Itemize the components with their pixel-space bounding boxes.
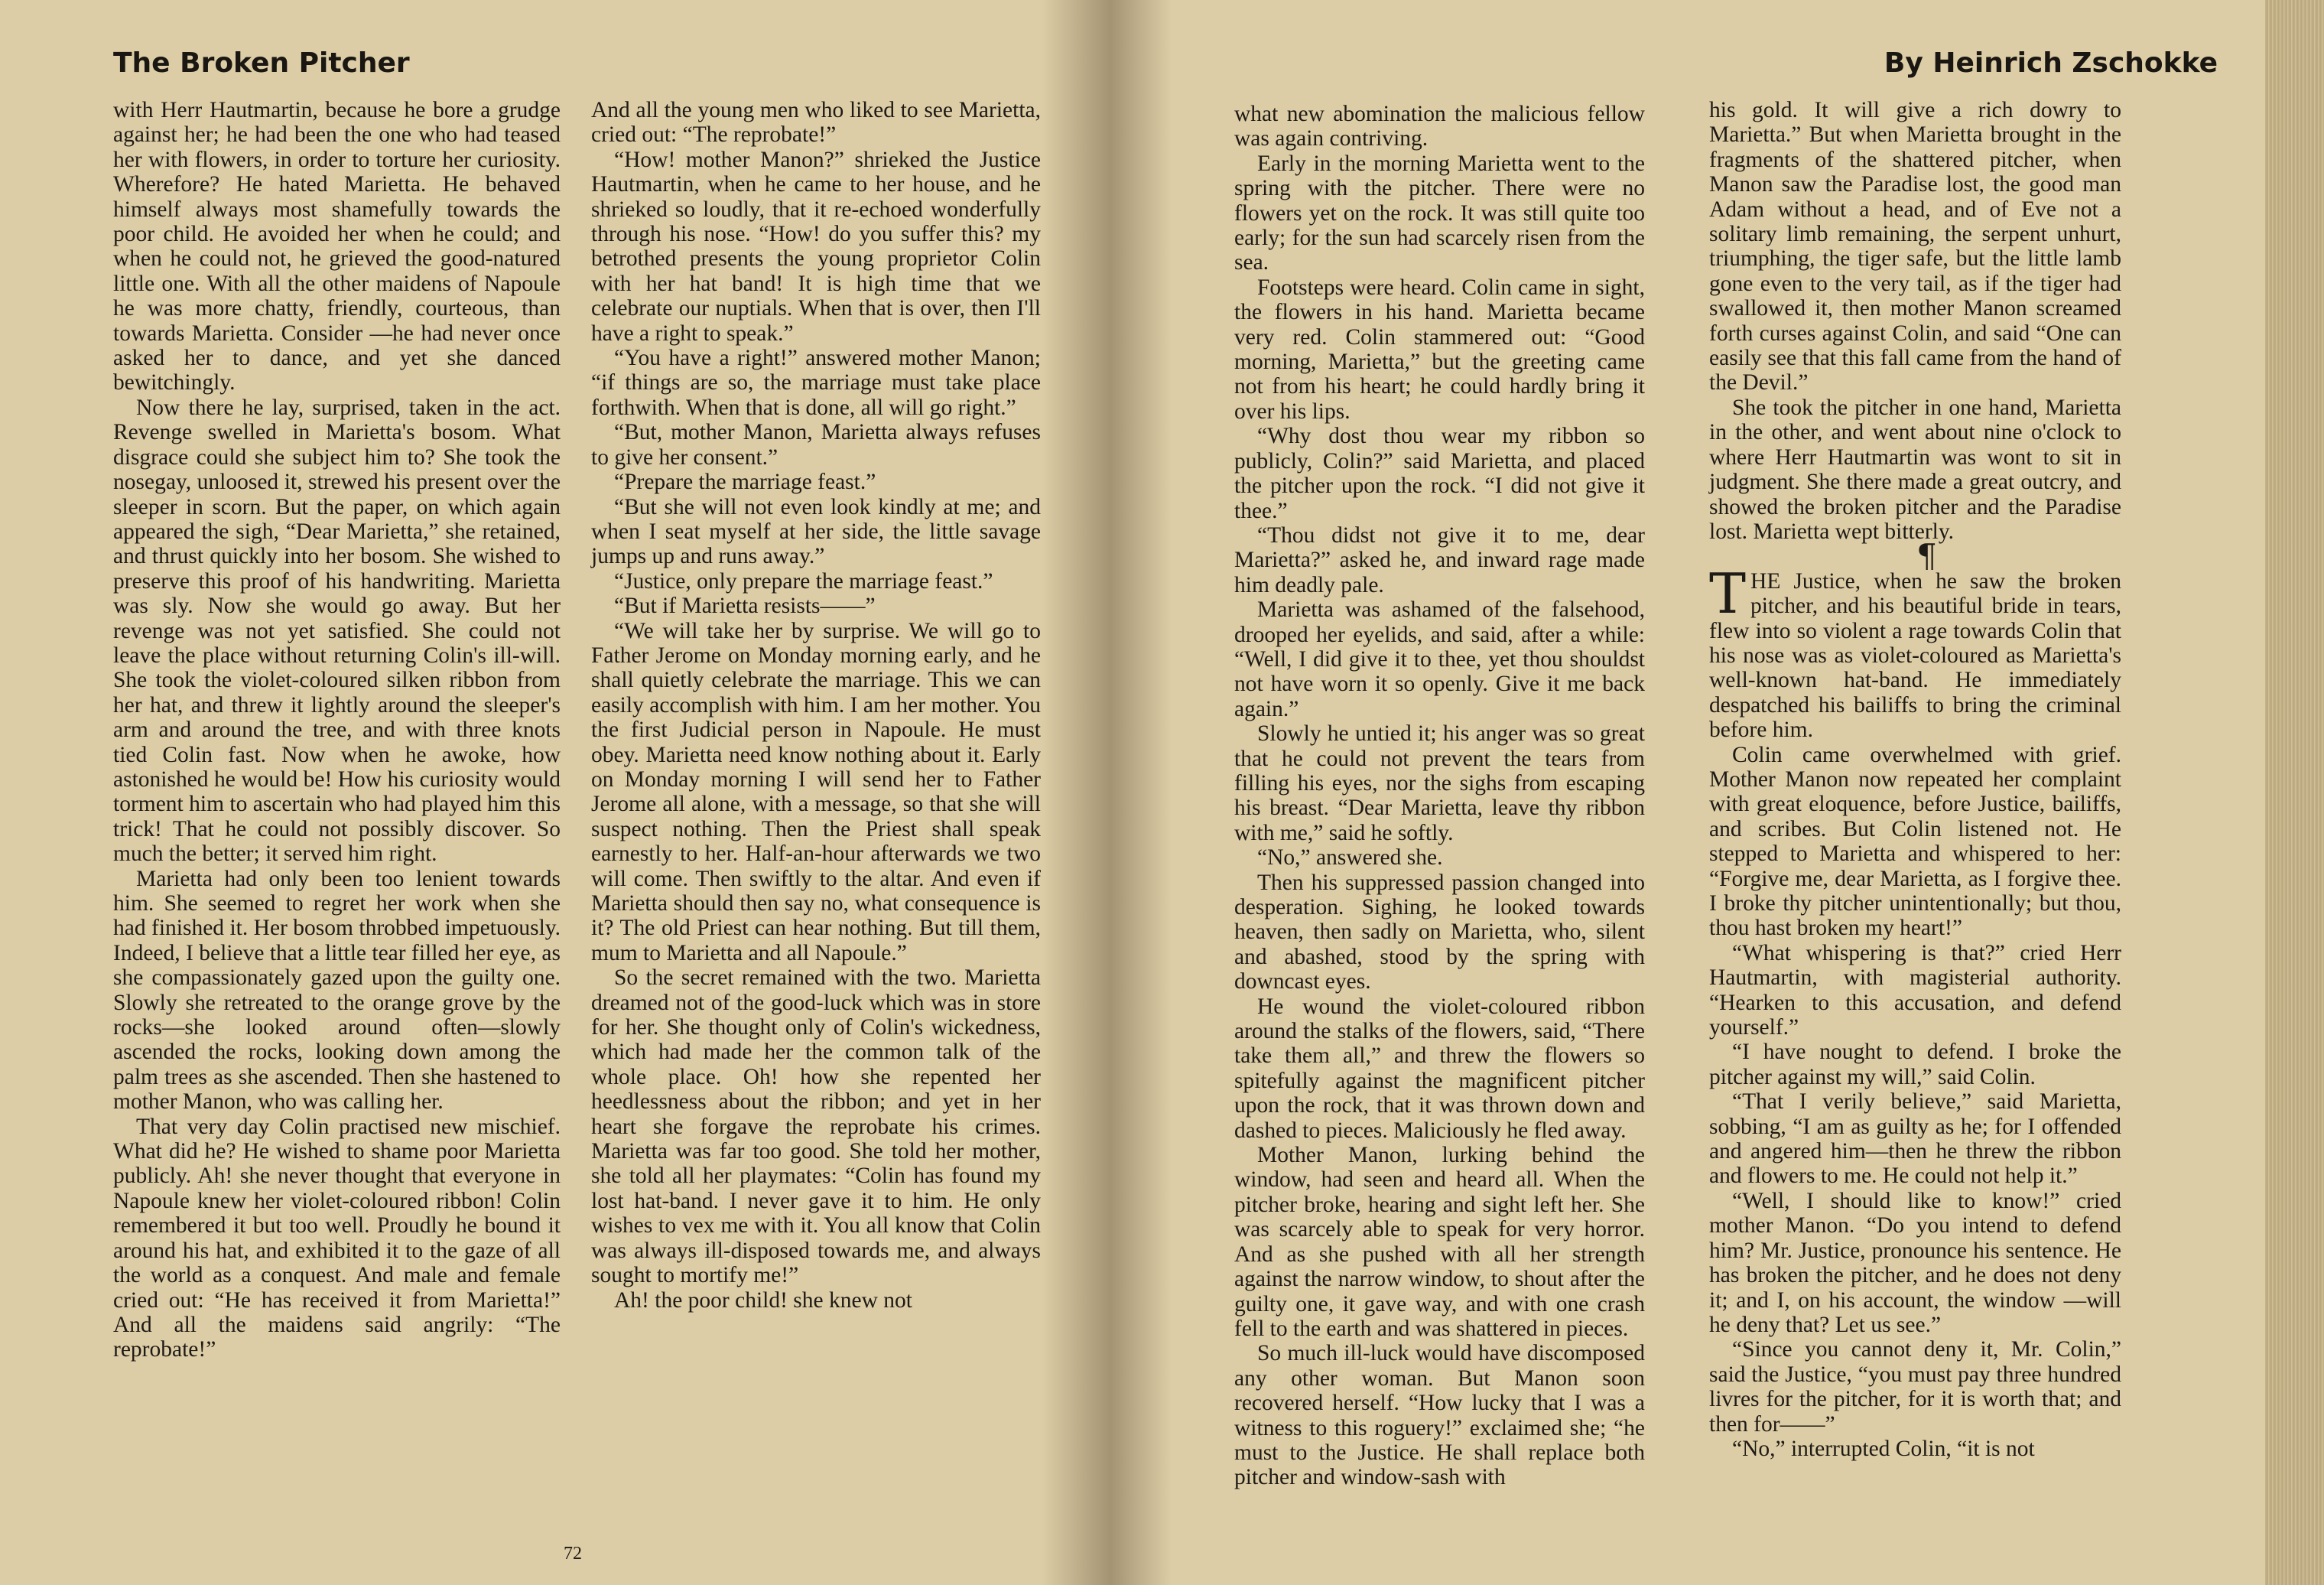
paragraph: Now there he lay, surprised, taken in the act. Revenge swelled in Marietta's bosom. What disgrace could she subject him to? She took the nosegay, unloosed it, strewed his present over the sleeper in scorn. But the paper, on which again appeared the sigh, “Dear Marietta,” she retained, and thrust quickly into her bosom. She wished to preserve this proof of his handwriting. Marietta was sly. Now she would go away. But her revenge was not yet satisfied. She could not leave the place without returning Colin's ill-will. She took the violet-coloured silken ribbon from her hat, and threw it lightly around the sleeper's arm and around the tree, and with three knots tied Colin fast. Now when he awoke, how astonished he would be! How his curiosity would torment him to ascertain who had played him this trick! That he could not possibly discover. So much the better; it served him right. — [113, 395, 561, 867]
left-page — [0, 0, 1110, 1585]
pilcrow-ornament: ¶ — [1916, 537, 1937, 575]
paragraph: “How! mother Manon?” shrieked the Justice Hautmartin, when he came to her house, and he shrieked so loudly, that it re-echoed wonderfully through his nose. “How! do you suffer this? my betrothed presents the young proprietor Colin with her hat band! It is high time that we celebrate our nuptials. When that is over, then I'll have a right to speak.” — [591, 147, 1041, 346]
paragraph: So the secret remained with the two. Marietta dreamed not of the good-luck which was in store for her. She thought only of Colin's wickedness, which had made her the common talk of the whole place. Oh! how she repented her heedlessness about the ribbon; and yet in her heart she forgave the reprobate his crimes. Marietta was far too good. She told her mother, she told all her playmates: “Colin has found my lost hat-band. I never gave it to him. He only wishes to vex me with it. You all know that Colin was always ill-disposed towards me, and always sought to mortify me!” — [591, 965, 1041, 1288]
paragraph: “Prepare the marriage feast.” — [614, 470, 876, 495]
running-title-left: The Broken Pitcher — [113, 47, 410, 79]
paragraph: “But if Marietta resists——” — [614, 594, 876, 619]
paragraph: He wound the violet-coloured ribbon around the stalks of the flowers, said, “There take them all,” and threw the flowers so spitefully against the magnificent pitcher upon the rock, that it was thrown down and dashed to pieces. Maliciously he fled away. — [1234, 994, 1645, 1143]
paragraph: “That I verily believe,” said Marietta, sobbing, “I am as guilty as he; for I offended and angered him—then he threw the ribbon and flowers to me. He could not help it.” — [1709, 1089, 2121, 1189]
paragraph: She took the pitcher in one hand, Marietta in the other, and went about nine o'clock to where Herr Hautmartin was wont to sit in judgment. She there made a great outcry, and showed the broken pitcher and the Paradise lost. Marietta wept bitterly. — [1709, 395, 2121, 544]
paragraph: “Well, I should like to know!” cried mother Manon. “Do you intend to defend him? Mr. Justice, pronounce his sentence. He has broken the pitcher, and he does not deny it; and I, on his account, the window —will he deny that? Let us see.” — [1709, 1188, 2121, 1337]
paragraph: Ah! the poor child! she knew not — [614, 1287, 912, 1313]
paragraph: Then his suppressed passion changed into desperation. Sighing, he looked towards heaven, then sadly on Marietta, who, silent and abashed, stood by the spring with downcast eyes. — [1234, 870, 1645, 994]
page-edges — [2265, 0, 2324, 1585]
page-number: 72 — [564, 1544, 582, 1564]
paragraph: with Herr Hautmartin, because he bore a grudge against her; he had been the one who had teased her with flowers, in order to torture her curiosity. Wherefore? He hated Marietta. He behaved himself always most shamefully towards the poor child. He avoided her when he could; and when he could not, he grieved the good-natured little one. With all the other maidens of Napoule he was more chatty, friendly, courteous, than towards Marietta. Consider —he had never once asked her to dance, and yet she danced bewitchingly. — [113, 98, 561, 395]
drop-cap: T — [1709, 561, 1747, 626]
paragraph: “Since you cannot deny it, Mr. Colin,” said the Justice, “you must pay three hundred livres for the pitcher, for it is worth that; and then for——” — [1709, 1337, 2121, 1437]
paragraph: “I have nought to defend. I broke the pitcher against my will,” said Colin. — [1709, 1040, 2121, 1089]
paragraph: “No,” answered she. — [1257, 845, 1443, 871]
paragraph: Footsteps were heard. Colin came in sight, the flowers in his hand. Marietta became very red. Colin stammered out: “Good morning, Marietta,” but the greeting came not from his heart; he could hardly bring it over his lips. — [1234, 275, 1645, 424]
right-page — [1110, 0, 2265, 1585]
paragraph: So much ill-luck would have discomposed any other woman. But Manon soon recovered herself. “How lucky that I was a witness to this roguery!” exclaimed she; “he must to the Justice. He shall replace both pitcher and window-sash with — [1234, 1341, 1645, 1490]
paragraph: “But, mother Manon, Marietta always refuses to give her consent.” — [591, 420, 1041, 470]
running-title-right: By Heinrich Zschokke — [1884, 47, 2218, 79]
paragraph: That very day Colin practised new mischief. What did he? He wished to shame poor Marietta publicly. Ah! she never thought that everyone in Napoule knew her violet-coloured ribbon! Colin remembered it but too well. Proudly he bound it around his hat, and exhibited it to the gaze of all the world as a conquest. And male and female cried out: “He has received it from Marietta!” And all the maidens said angrily: “The reprobate!” — [113, 1114, 561, 1362]
paragraph: “Justice, only prepare the marriage feast.” — [614, 568, 993, 594]
paragraph: Marietta had only been too lenient towards him. She seemed to regret her work when she had finished it. Her bosom throbbed impetuously. Indeed, I believe that a little tear filled her eye, as she compassionately gazed upon the guilty one. Slowly she retreated to the orange grove by the rocks—she looked around often—slowly ascended the rocks, looking down among the palm trees as she ascended. Then she hastened to mother Manon, who was calling her. — [113, 866, 561, 1115]
paragraph: Marietta was ashamed of the falsehood, drooped her eyelids, and said, after a while: “Well, I did give it to thee, yet thou shouldst not have worn it so openly. Give it me back again.” — [1234, 597, 1645, 721]
paragraph: “But she will not even look kindly at me; and when I seat myself at her side, the little savage jumps up and runs away.” — [591, 494, 1041, 569]
paragraph: “Why dost thou wear my ribbon so publicly, Colin?” said Marietta, and placed the pitcher upon the rock. “I did not give it thee.” — [1234, 424, 1645, 523]
column-1 — [113, 98, 561, 1362]
paragraph: his gold. It will give a rich dowry to Marietta.” But when Marietta brought in the fragments of the shattered pitcher, when Manon saw the Paradise lost, the good man Adam without a head, and of Eve not a solitary limb remaining, the serpent unhurt, triumphing, the tiger safe, but the little lamb gone even to the very tail, as if the tiger had swallowed it, then mother Manon screamed forth curses against Colin, and said “One can easily see that this fall came from the hand of the Devil.” — [1709, 98, 2121, 395]
paragraph: Early in the morning Marietta went to the spring with the pitcher. There were no flowers yet on the rock. It was still quite too early; for the sun had scarcely risen from the sea. — [1234, 151, 1645, 275]
column-4 — [1709, 98, 2121, 1461]
paragraph-text: HE Justice, when he saw the broken pitcher, and his beautiful bride in tears, flew into so violent a rage towards Colin that his nose was as violet-coloured as Marietta's well-known hat-band. He immediately despatched his bailiffs to bring the criminal before him. — [1709, 568, 2121, 743]
column-2 — [591, 98, 1041, 1313]
paragraph: “What whispering is that?” cried Herr Hautmartin, with magisterial authority. “Hearken to this accusation, and defend yourself.” — [1709, 940, 2121, 1040]
paragraph: “We will take her by surprise. We will go to Father Jerome on Monday morning early, and he shall quietly celebrate the marriage. This we can easily accomplish with him. I am her mother. You the first Judicial person in Napoule. He must obey. Marietta need know nothing about it. Early on Monday morning I will send her to Father Jerome all alone, with a message, so that she will suspect nothing. Then the Priest shall speak earnestly to her. Half-an-hour afterwards we two will come. Then swiftly to the altar. And even if Marietta should then say no, what consequence is it? The old Priest can hear nothing. But till them, mum to Marietta and all Napoule.” — [591, 618, 1041, 965]
paragraph: “No,” interrupted Colin, “it is not — [1732, 1436, 2035, 1461]
paragraph: “Thou didst not give it to me, dear Marietta?” asked he, and inward rage made him deadly pale. — [1234, 522, 1645, 597]
column-3 — [1234, 102, 1645, 1490]
paragraph — [1709, 561, 2121, 743]
paragraph: “You have a right!” answered mother Manon; “if things are so, the marriage must take place forthwith. When that is done, all will go right.” — [591, 346, 1041, 420]
paragraph: Mother Manon, lurking behind the window, had seen and heard all. When the pitcher broke, hearing and sight left her. She was scarcely able to speak for very horror. And as she pushed with all her strength against the narrow window, to shout after the guilty one, it gave way, and with one crash fell to the earth and was shattered in pieces. — [1234, 1143, 1645, 1341]
paragraph: Slowly he untied it; his anger was so great that he could not prevent the tears from filling his eyes, nor the sighs from escaping his breast. “Dear Marietta, leave thy ribbon with me,” said he softly. — [1234, 721, 1645, 845]
paragraph: And all the young men who liked to see Marietta, cried out: “The reprobate!” — [591, 98, 1041, 148]
paragraph: Colin came overwhelmed with grief. Mother Manon now repeated her complaint with great eloquence, before Justice, bailiffs, and scribes. But Colin listened not. He stepped to Marietta and whispered to her: “Forgive me, dear Marietta, as I forgive thee. I broke thy pitcher unintentionally; but thou, thou hast broken my heart!” — [1709, 742, 2121, 941]
paragraph: what new abomination the malicious fellow was again contriving. — [1234, 102, 1645, 151]
